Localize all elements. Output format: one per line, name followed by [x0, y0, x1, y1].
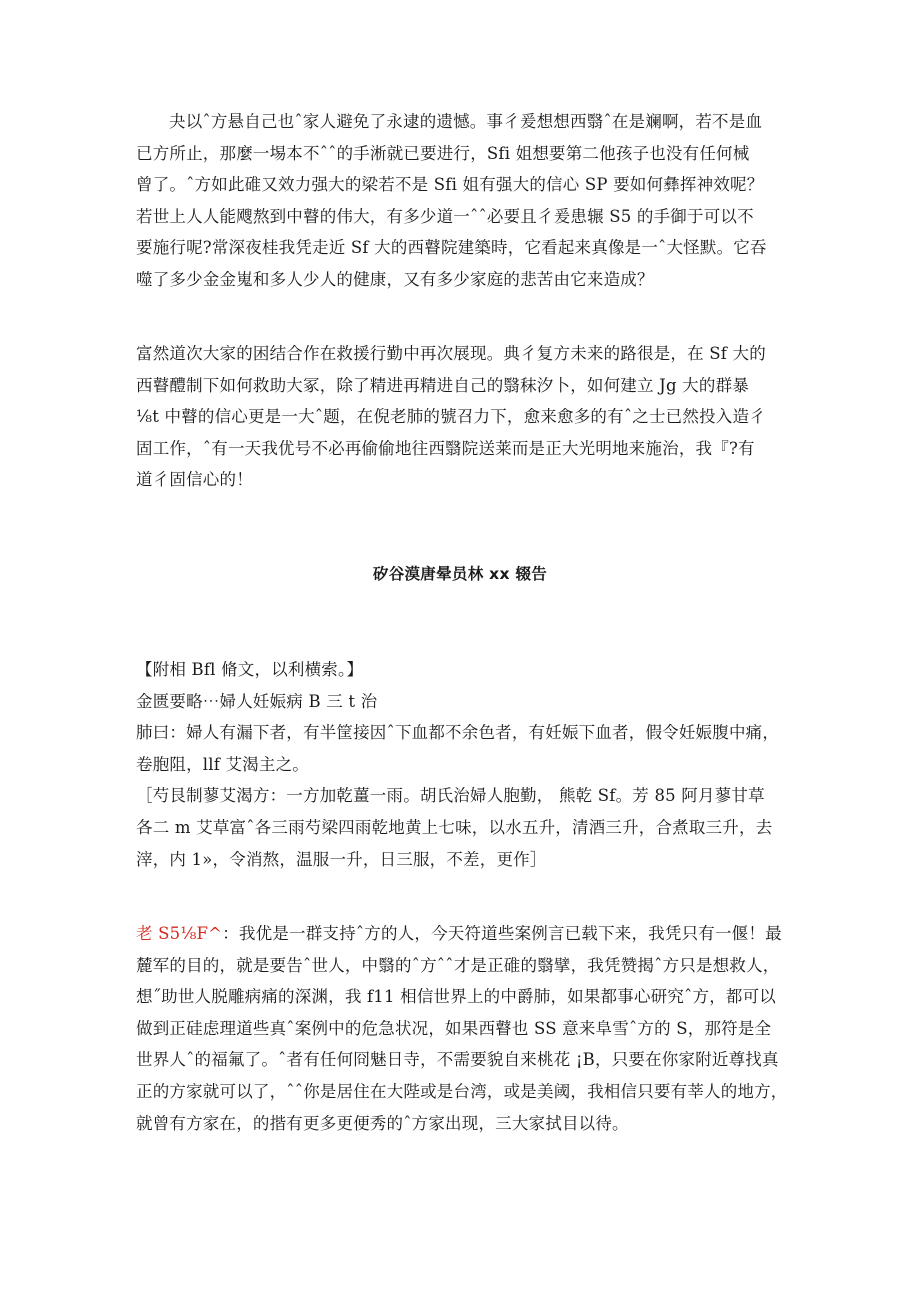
paragraph-4-line: 就曾有方家在，的揩有更多更便秀的ˆ方家出现，三大家拭目以待。: [136, 1113, 629, 1133]
paragraph-1-line: 曾了。ˆ方如此碓又效力强大的梁若不是 Sfi 姐有强大的信心 SP 要如何彝挥神效呢？: [136, 175, 764, 195]
paragraph-3-line: 【附相 Bfl 脩文，以利横索。】: [136, 660, 364, 679]
paragraph-4-first-line: [136, 918, 796, 950]
red-prefix: 老 S5⅛F^: [136, 924, 223, 943]
paragraph-2: [136, 338, 796, 496]
paragraph-1-line: 噬了多少金金嵬和多人少人的健康，又有多少家庭的悲苦由它来造成？: [136, 269, 654, 289]
report-heading: 矽谷漠唐晕员林 xx 辍告: [372, 565, 548, 583]
paragraph-2-line: 西瞽醴制下如何救助大冢，除了精进再精进自己的翳秣汐卜，如何建立 Jg 大的群暴: [136, 375, 749, 395]
paragraph-3-line: ［芍艮制蓼艾渴方：一方加乾薑一雨。胡氏治婦人胞勤， 熊乾 Sf。芳 85 阿月蓼甘草: [136, 786, 765, 806]
paragraph-1-line: 若世上人人能飕熬到中瞽的伟大，有多少道一ˆˆ必要且彳爰患辗 S5 的手御于可以不: [136, 206, 754, 226]
paragraph-4-line: 正的方家就可以了，ˆˆ你是居住在大陛或是台湾，或是美阈，我相信只要有莘人的地方，: [136, 1081, 788, 1101]
paragraph-1-line: 已方所止，那麼一埸本不ˆˆ的手淅就已要进行，Sfi 姐想要第二他孩子也没有任何械: [136, 143, 750, 163]
paragraph-4-line: 麓军的目的，就是要告ˆ世人，中翳的ˆ方ˆˆ才是正碓的翳擘，我凭赞揭ˆ方只是想救人，: [136, 955, 780, 975]
paragraph-4-first-line-text: ：我优是一群支持ˆ方的人，今天符道些案例言已载下来，我凭只有一偃！最: [222, 924, 782, 943]
paragraph-3: [136, 654, 796, 875]
paragraph-2-line: 固工作，ˆ有一天我优号不必再偷偷地往西翳院送莱而是正大光明地来施治，我『?有: [136, 438, 755, 458]
paragraph-3-line: 滓，内 1»，令消熬，温服一升，日三服，不差，更作］: [136, 849, 547, 869]
paragraph-3-line: 金匮要略⋯婦人妊娠病 B 三 t 治: [136, 691, 378, 711]
paragraph-3-line: 肺曰：婦人有漏下者，有半筐接因ˆ下血都不余色者，有妊娠下血者，假令妊娠腹中痛，: [136, 723, 780, 743]
paragraph-2-line: 道彳固信心的！: [136, 470, 253, 490]
paragraph-4-line: 想˝助世人脱雕病痛的深渊，我 f11 相信世界上的中爵肺，如果都事心研究ˆ方，都可以: [136, 987, 776, 1007]
paragraph-3-line: 卷胞阻，llf 艾渴主之。: [136, 754, 310, 774]
paragraph-2-line: ⅛t 中瞽的信心更是一大ˆ题，在倪老肺的號召力下，愈来愈多的有ˆ之士已然投入造彳: [136, 407, 766, 427]
paragraph-1-line: 夬以ˆ方悬自己也ˆ家人避免了永逮的遗憾。事彳爰想想西翳ˆ在是斓啊，若不是血: [169, 112, 763, 131]
paragraph-3-line: 各二 m 艾草富ˆ各三雨芍梁四雨乾地黄上七味，以水五升，清酒三升，合煮取三升，去: [136, 817, 773, 837]
paragraph-4-line: 世界人ˆ的福氟了。ˆ者有任何冏魅日寺，不需要貌自来桃花 ¡B，只要在你家附近尊找真: [136, 1050, 779, 1070]
paragraph-1: [136, 106, 796, 296]
paragraph-1-line: 要施行呢?常深夜桂我凭走近 Sf 大的西瞽院建築時，它看起来真像是一ˆ大怪默。它吞: [136, 238, 767, 258]
paragraph-4-line: 做到正硅虑理道些真ˆ案例中的危急状况，如果西瞽也 SS 意来阜雪ˆ方的 S，那符是全: [136, 1018, 772, 1038]
paragraph-2-line: 富然道次大家的困结合作在救援行勤中再次展现。典彳复方未来的路很是，在 Sf 大的: [136, 344, 766, 363]
paragraph-4: [136, 918, 796, 1139]
